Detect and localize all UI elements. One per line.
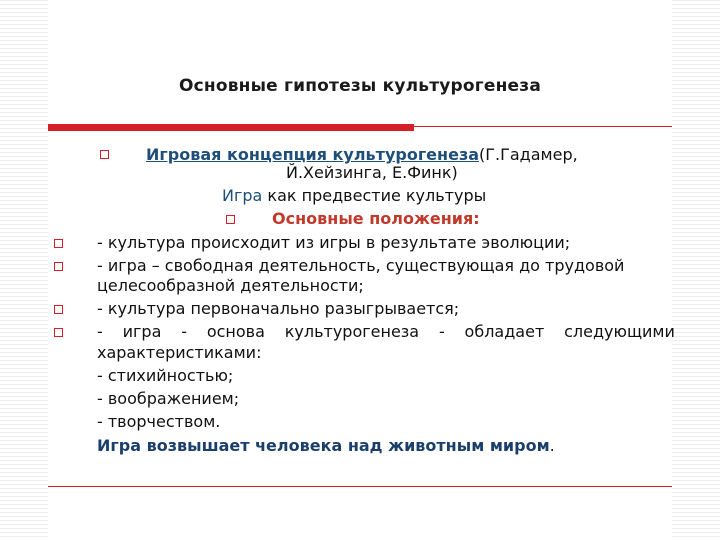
trait-item: - творчеством. — [97, 412, 221, 431]
concept-heading — [146, 146, 578, 164]
subheading-word: Игра — [222, 186, 263, 205]
slide-title: Основные гипотезы культурогенеза — [178, 76, 542, 96]
subheading-rest: как предвестие культуры — [262, 186, 487, 205]
bullet-icon — [100, 150, 109, 159]
point-4-word: - — [97, 322, 103, 341]
point-4-word: - — [181, 322, 187, 341]
trait-item: - стихийностью; — [97, 366, 234, 385]
point-1: - культура происходит из игры в результате эволюции; — [97, 233, 571, 252]
point-4-word: - — [438, 322, 445, 341]
point-3: - культура первоначально разыгрывается; — [97, 299, 460, 318]
point-4-word: игра — [122, 322, 162, 341]
bullet-icon — [54, 262, 63, 271]
conclusion-period: . — [549, 436, 555, 455]
bullet-icon — [54, 239, 63, 248]
point-4-word: основа — [206, 322, 265, 341]
point-2-cont: целесообразной деятельности; — [97, 276, 364, 295]
bottom-rule — [48, 486, 672, 487]
positions-title: Основные положения: — [272, 209, 480, 228]
point-4-cont: характеристиками: — [97, 343, 262, 362]
title-rule-thick — [48, 124, 414, 131]
conclusion-text: Игра возвышает человека над животным миром — [97, 436, 550, 455]
title-rule-thin — [414, 126, 672, 127]
point-4-word: следующими — [564, 322, 675, 341]
bullet-icon — [54, 305, 63, 314]
point-2: - игра – свободная деятельность, существующая до трудовой — [97, 256, 625, 275]
subheading — [222, 187, 486, 205]
point-4-word: культурогенеза — [284, 322, 420, 341]
point-4 — [97, 323, 675, 341]
concept-heading-authors: (Г.Гадамер, — [479, 145, 578, 164]
point-4-word: обладает — [464, 322, 545, 341]
bullet-icon — [54, 328, 63, 337]
concept-heading-line2: Й.Хейзинга, Е.Финк) — [286, 163, 458, 182]
concept-heading-bold: Игровая концепция культурогенеза — [146, 145, 480, 164]
trait-item: - воображением; — [97, 389, 240, 408]
bullet-icon — [226, 215, 235, 224]
conclusion — [97, 437, 555, 455]
